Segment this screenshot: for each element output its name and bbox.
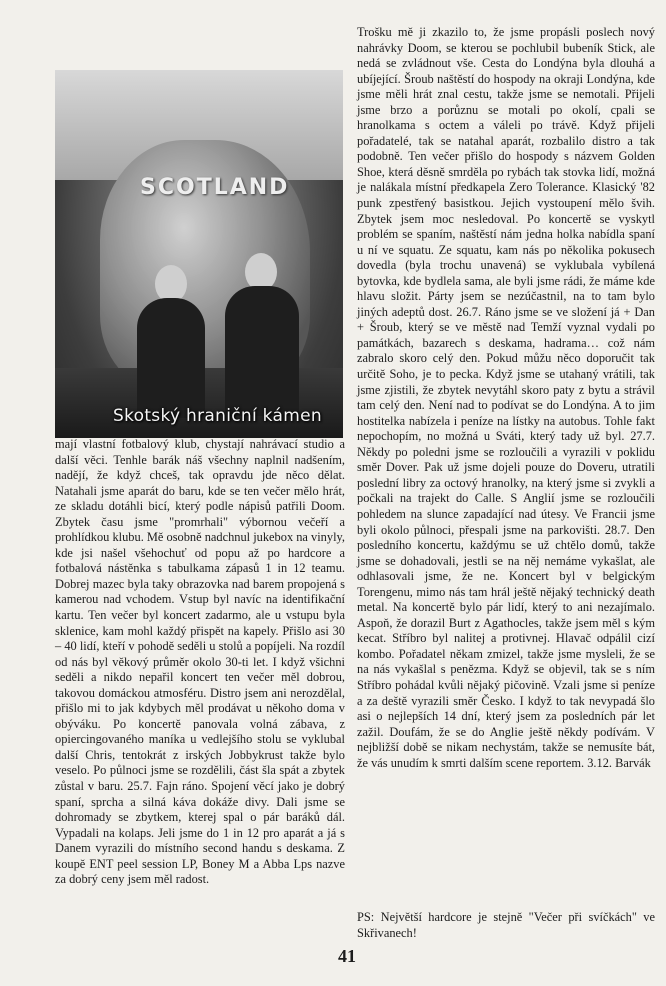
person-left xyxy=(137,298,205,418)
person-right xyxy=(225,286,299,416)
left-column-text xyxy=(55,437,345,888)
right-column-text xyxy=(357,25,655,771)
stone-inscription: SCOTLAND xyxy=(140,175,290,200)
right-column-paragraph: Trošku mě ji zkazilo to, že jsme propásli poslech nový nahrávky Doom, se kterou se pochlubil bubeník Stick, ale nedá se zvládnout vše. Cesta do Londýna byla dlouhá a ubíjející. Šroub naštěstí do hospody na okraji Londýna, kde jsme měli hrát znal cestu, takže jsme se nemotali. Přijeli jsme brzo a porůznu se motali po okolí, cpali se hranolkama s octem a váleli po trávě. Když přijeli pořadatelé, tak se natahal aparát, rozbalilo distro a tak podobně. Ten večer přišlo do hospody s názvem Golden Shoe, která děsně smrděla po rybách tak stovka lidí, možná je nalákala místní předkapela Zero Tolerance. Klasický '82 punk zpestřený basistkou. Jejich vystoupení mělo švih. Zbytek jsem moc nesledoval. Po koncertě se vyskytl problém se spaním, naštěstí nám jedna holka nabídla spaní u ní ve squatu. Ze squatu, kam nás po několika pokusech dovedla (byla trochu unavená) se vyklubala vybílená bytovka, kde bydlela sama, ale byli jsme rádi, že máme kde hlavu složit. Párty jsem se nezúčastnil, na to tam bylo jiných adeptů dost. 26.7. Ráno jsme se ve složení já + Dan + Šroub, který se ve městě nad Temží vyznal vydali po památkách, bazarech s deskama, hadrama… což nám zabralo skoro celý den. Pokud můžu něco doporučit tak určitě Soho, je to pecka. Když jsme se utahaný vrátili, tak jsme zjistili, že zbytek nevytáhl skoro paty z bytu a strávil tam celý den. Není nad to podívat se do Londýna. A to jim hostitelka nabízela i peníze na lístky na autobus. Tohle fakt nepochopím, no možná u Sváti, který tady už byl. 27.7. Někdy po poledni jsme se rozloučili a vyrazili v poklidu směr Dover. Pak už jsme dojeli pouze do Doveru, utratili poslední libry za octový hranolky, na který jsme si zvykli a počkali na trajekt do Calle. S Anglií jsme se rozloučili pohledem na slunce zapadající nad útesy. Ve Francii jsme byli okolo půlnoci, přespali jsme na parkovišti. 28.7. Den posledního koncertu, každýmu se už chtělo domů, takže jsme se dohadovali, jestli se na něj nemáme vykašlat, ale odhlasovali jsme, že ne. Koncert byl v belgickým Torengenu, mimo nás tam hrál ještě nějaký technický death metal. Na koncertě bylo pár lidí, který to ani nezajímalo. Aspoň, že dorazil Burt z Agathocles, takže jsem měl s kým kecat. Stříbro byl nalitej a protivnej. Hlavač odpálil cizí kombo. Pořadatel někam zmizel, takže jsme mysleli, že se na nás vykašlal s penězma. Když se objevil, tak se s ním Stříbro pohádal kvůli nějaký pičovině. Vzali jsme si peníze a za deště vyrazili směr Česko. I když to tak nevypadá šlo asi o nejlepších 14 dní, který jsem za posledních pár let zažil. Doufám, že se do Anglie ještě někdy podívám. V nejbližší době se nikam nechystám, takže se nemusíte bát, že vás unudím k smrti dalším scene reportem. 3.12. Barvák xyxy=(357,25,655,770)
postscript xyxy=(357,910,655,941)
postscript-text: PS: Největší hardcore je stejně "Večer při svíčkách" ve Skřivanech! xyxy=(357,910,655,940)
photo-caption: Skotský hraniční kámen xyxy=(113,406,322,426)
page-number: 41 xyxy=(338,946,356,966)
left-column-paragraph: mají vlastní fotbalový klub, chystají nahrávací studio a další věci. Tenhle barák náš všechny naplnil nadšením, nadějí, že když chceš, tak opravdu jde něco dělat. Natahali jsme aparát do baru, kde se ten večer mělo hrát, ze skladu dotáhli bicí, který podle nápisů patřili Doom. Zbytek času jsme "promrhali" výbornou večeří a prohlídkou klubu. Mě osobně nadchnul jukebox na vinyly, kde jsi našel všehochuť od popu až po hardcore a fotbalová nástěnka s tabulkama zápasů 1 in 12 teamu. Dobrej mazec byla taky obrazovka nad barem propojená s kamerou nad vchodem. Vstup byl navíc na identifikační kartu. Ten večer byl koncert zadarmo, ale u vstupu byla sklenice, kam mohl každý přispět na kapely. Přišlo asi 30 – 40 lidí, kteří v pohodě seděli u stolů a popíjeli. Na rozdíl od nás byl věkový průměr okolo 30-ti let. I když všichni seděli a nikdo nepařil koncert ten večer měl dobrou, takovou domáckou atmosféru. Distro jsem ani nerozdělal, přišlo mi to jak kdybych měl prodávat u někoho doma v obýváku. Po koncertě panovala volná zábava, z opiercingovaného maníka u vedlejšího stolu se vyklubal další Chris, tentokrát z irských Jobbykrust takže bylo veselo. Po půlnoci jsme se rozdělili, část šla spát a zbytek zůstal v baru. 25.7. Fajn ráno. Spojení věcí jako je dobrý spaní, sprcha a silná káva dokáže divy. Dali jsme se dohromady se zbytkem, kterej spal o pár baráků dál. Vypadali na kolaps. Jeli jsme do 1 in 12 pro aparát a já s Danem vyrazili do místního second handu s deskama. Z koupě ENT peel session LP, Boney M a Abba Lps nazve za dobrý ceny jsem měl radost. xyxy=(55,437,345,887)
photo xyxy=(55,70,343,438)
